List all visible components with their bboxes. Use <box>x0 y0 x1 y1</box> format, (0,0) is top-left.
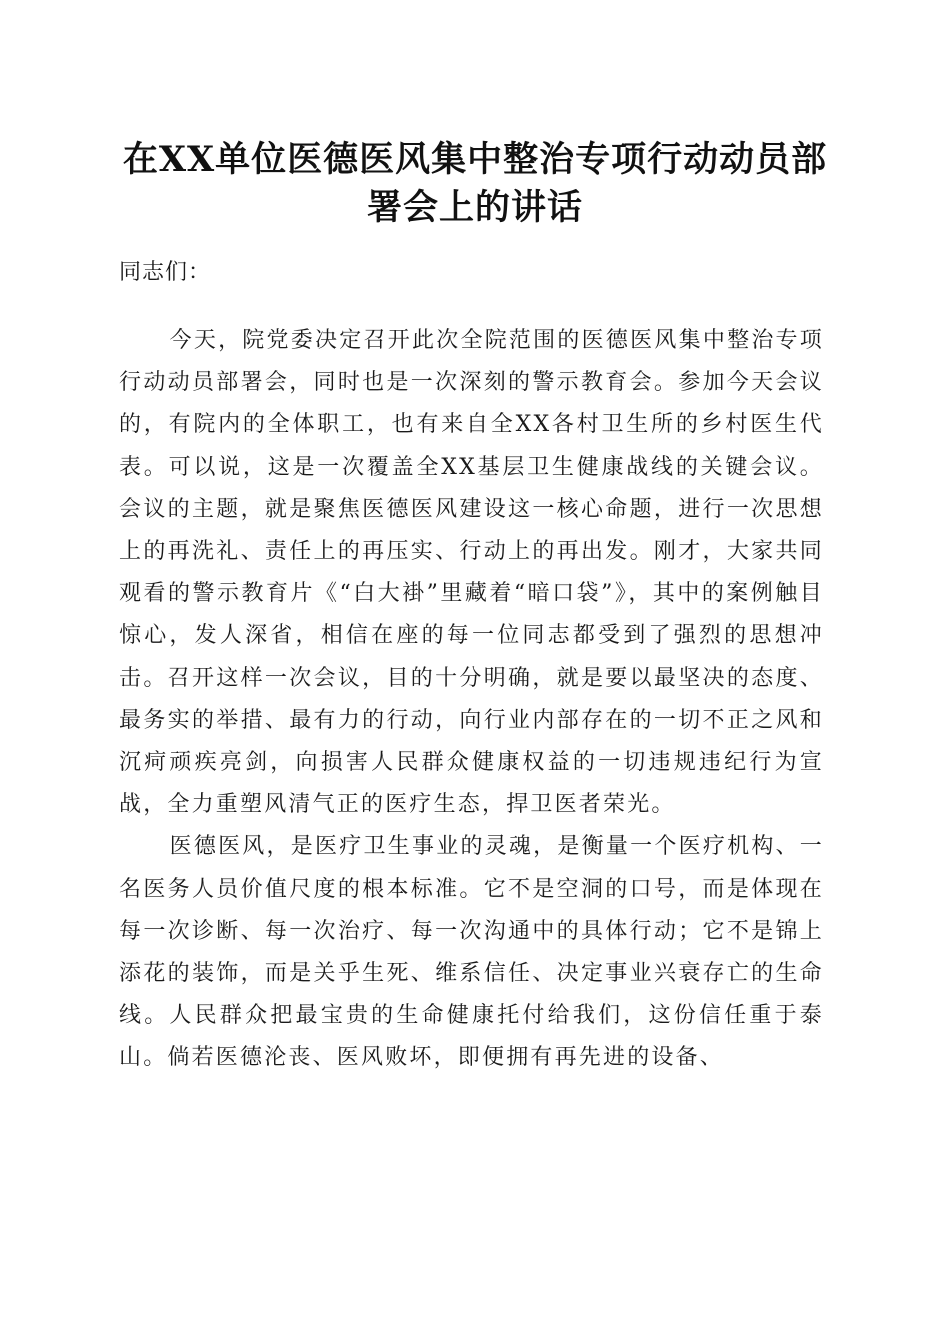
page-title: 在XX单位医德医风集中整治专项行动动员部署会上的讲话 <box>122 139 828 228</box>
paragraph: 今天，院党委决定召开此次全院范围的医德医风集中整治专项行动动员部署会，同时也是一次深刻的警示教育会。参加今天会议的，有院内的全体职工，也有来自全XX各村卫生所的乡村医生代表。可以说，这是一次覆盖全XX基层卫生健康战线的关键会议。会议的主题，就是聚焦医德医风建设这一核心命题，进行一次思想上的再洗礼、责任上的再压实、行动上的再出发。刚才，大家共同观看的警示教育片《“白大褂”里藏着“暗口袋”》，其中的案例触目惊心，发人深省，相信在座的每一位同志都受到了强烈的思想冲击。召开这样一次会议，目的十分明确，就是要以最坚决的态度、最务实的举措、最有力的行动，向行业内部存在的一切不正之风和沉疴顽疾亮剑，向损害人民群众健康权益的一切违规违纪行为宣战，全力重塑风清气正的医疗生态，捍卫医者荣光。 <box>119 328 824 818</box>
document-body <box>119 320 824 1080</box>
salutation: 同志们： <box>119 260 212 285</box>
paragraph: 医德医风，是医疗卫生事业的灵魂，是衡量一个医疗机构、一名医务人员价值尺度的根本标准。它不是空洞的口号，而是体现在每一次诊断、每一次治疗、每一次沟通中的具体行动；它不是锦上添花的装饰，而是关乎生死、维系信任、决定事业兴衰存亡的生命线。人民群众把最宝贵的生命健康托付给我们，这份信任重于泰山。倘若医德沦丧、医风败坏，即便拥有再先进的设备、 <box>119 834 824 1071</box>
